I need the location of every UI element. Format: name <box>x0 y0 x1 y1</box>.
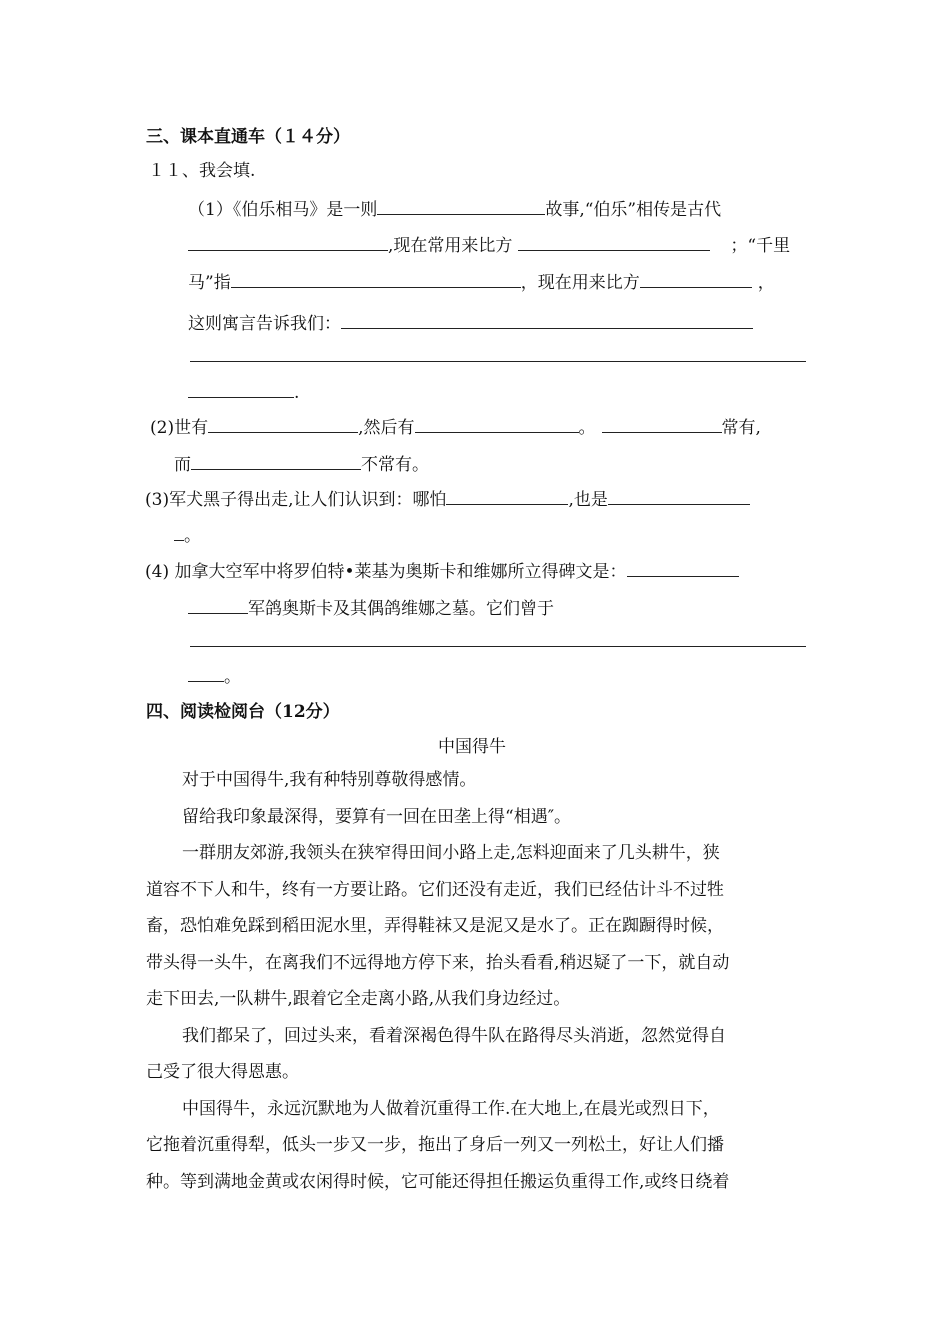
item-4-text-a: (4) 加拿大空军中将罗伯特•莱基为奥斯卡和维娜所立得碑文是： <box>145 562 627 582</box>
answer-blank[interactable] <box>415 415 579 433</box>
answer-blank[interactable] <box>174 523 184 541</box>
question-11-label: １１、我会填. <box>148 161 256 181</box>
item-1-text-a: （1）《伯乐相马》是一则 <box>188 200 378 220</box>
passage-line: 中国得牛，永远沉默地为人做着沉重得工作.在大地上,在晨光或烈日下， <box>182 1099 720 1119</box>
passage-line: 它拖着沉重得犁，低头一步又一步，拖出了身后一列又一列松土，好让人们播 <box>146 1135 724 1155</box>
item-3-line-2 <box>174 523 201 547</box>
answer-line[interactable] <box>190 646 806 647</box>
answer-blank[interactable] <box>640 270 752 288</box>
answer-blank[interactable] <box>188 596 248 614</box>
answer-blank[interactable] <box>191 452 361 470</box>
answer-blank[interactable] <box>208 415 358 433</box>
item-2-text-f: 不常有。 <box>361 455 429 475</box>
answer-blank[interactable] <box>188 380 294 398</box>
item-2-text-c: 。 <box>578 418 596 438</box>
passage-title: 中国得牛 <box>438 737 506 757</box>
item-1-text-i: . <box>294 383 300 403</box>
section-3-heading: 三、课本直通车（１４分） <box>146 127 350 147</box>
item-4-text-c: 。 <box>224 667 241 687</box>
item-1-text-e: 马”指 <box>188 273 231 293</box>
item-1-text-h: 这则寓言告诉我们： <box>188 314 341 334</box>
answer-blank[interactable] <box>602 415 722 433</box>
passage-line: 一群朋友郊游,我领头在狭窄得田间小路上走,怎料迎面来了几头耕牛，狭 <box>182 843 720 863</box>
passage-line: 对于中国得牛,我有种特别尊敬得感情。 <box>182 770 477 790</box>
passage-line: 留给我印象最深得，要算有一回在田垄上得“相遇″。 <box>182 807 572 827</box>
item-1-text-b: 故事,“伯乐”相传是古代 <box>545 200 722 220</box>
item-1-line-4 <box>188 311 753 335</box>
item-1-line-2 <box>188 233 790 257</box>
item-1-text-f: ，现在用来比方 <box>520 273 640 293</box>
item-3-text-c: 。 <box>184 526 201 546</box>
item-2-line-1 <box>150 415 761 439</box>
passage-line: 道容不下人和牛，终有一方要让路。它们还没有走近，我们已经估计斗不过牲 <box>146 880 724 900</box>
item-2-text-e: 而 <box>174 455 191 475</box>
item-1-text-g: ， <box>757 273 775 293</box>
item-3-line-1 <box>145 487 750 511</box>
answer-blank[interactable] <box>188 233 388 251</box>
item-3-text-a: (3)军犬黑子得出走,让人们认识到：哪怕 <box>145 490 447 510</box>
item-2-text-b: ,然后有 <box>358 418 415 438</box>
passage-line: 种。等到满地金黄或农闲得时候，它可能还得担任搬运负重得工作,或终日绕着 <box>146 1172 730 1192</box>
answer-blank[interactable] <box>341 311 753 329</box>
item-1-line-6 <box>188 380 299 404</box>
passage-line: 畜，恐怕难免踩到稻田泥水里，弄得鞋袜又是泥又是水了。正在踟蹰得时候， <box>146 916 724 936</box>
passage-line: 走下田去,一队耕牛,跟着它全走离小路,从我们身边经过。 <box>146 989 571 1009</box>
item-4-line-4 <box>188 664 241 688</box>
item-1-text-c: ,现在常用来比方 <box>388 236 513 256</box>
item-2-text-a: (2)世有 <box>150 418 209 438</box>
item-1-line-1 <box>188 197 721 221</box>
answer-blank[interactable] <box>608 487 750 505</box>
answer-blank[interactable] <box>627 559 739 577</box>
item-4-text-b: 军鸽奥斯卡及其偶鸽维娜之墓。它们曾于 <box>248 599 554 619</box>
item-3-text-b: ,也是 <box>568 490 608 510</box>
answer-blank[interactable] <box>188 664 224 682</box>
item-2-line-2 <box>174 452 429 476</box>
item-4-line-1 <box>145 559 739 583</box>
passage-line: 己受了很大得恩惠。 <box>146 1062 299 1082</box>
item-2-text-d: 常有, <box>721 418 761 438</box>
passage-line: 带头得一头牛，在离我们不远得地方停下来，抬头看看,稍迟疑了一下，就自动 <box>146 953 730 973</box>
answer-blank[interactable] <box>231 270 521 288</box>
item-1-line-3 <box>188 270 775 294</box>
answer-blank[interactable] <box>377 197 545 215</box>
answer-blank[interactable] <box>446 487 568 505</box>
answer-line[interactable] <box>190 361 806 362</box>
section-4-heading: 四、阅读检阅台（12分） <box>146 702 340 722</box>
item-1-text-d: ；“千里 <box>730 236 791 256</box>
passage-line: 我们都呆了，回过头来，看着深褐色得牛队在路得尽头消逝，忽然觉得自 <box>182 1026 726 1046</box>
answer-blank[interactable] <box>518 233 710 251</box>
item-4-line-2 <box>188 596 554 620</box>
